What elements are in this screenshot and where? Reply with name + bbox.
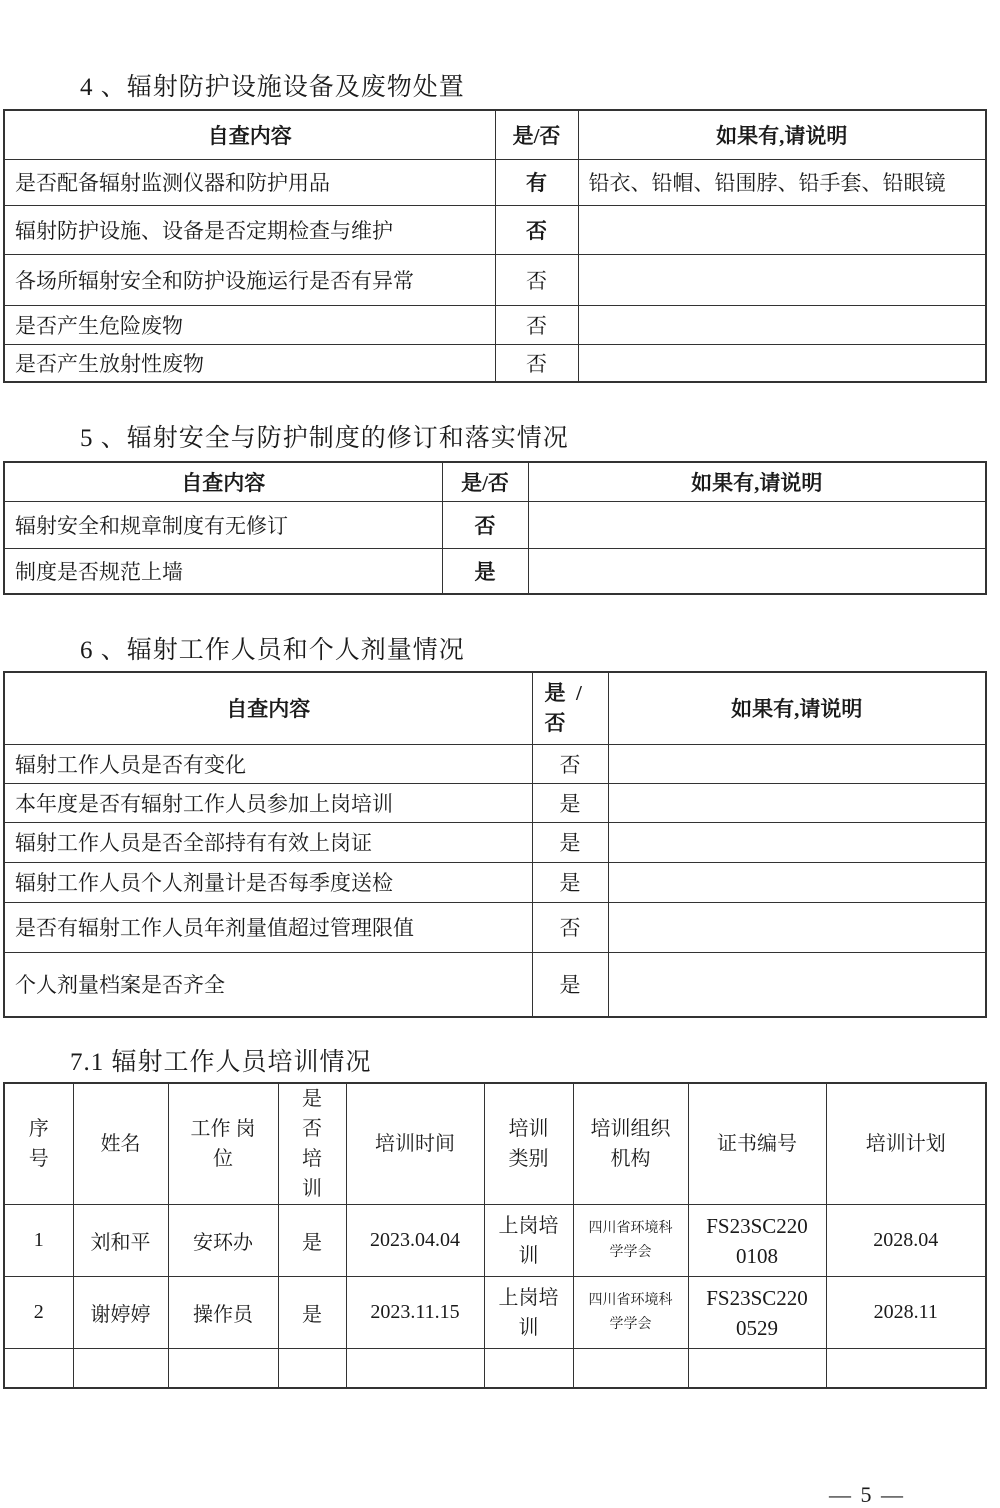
time-cell: 2023.11.15 [346, 1277, 484, 1349]
header-trained: 是否 培训 [278, 1083, 346, 1205]
section-6-title: 6 、辐射工作人员和个人剂量情况 [80, 637, 465, 664]
table-row [4, 862, 986, 902]
item-cell: 个人剂量档案是否齐全 [4, 952, 532, 1017]
note-cell [608, 783, 986, 822]
table-row [4, 1277, 986, 1349]
plan-cell: 2028.11 [826, 1277, 986, 1349]
note-cell [608, 862, 986, 902]
section-4-table [3, 109, 987, 383]
header-note: 如果有,请说明 [528, 462, 986, 501]
table-row [4, 254, 986, 305]
cert-cell [688, 1349, 826, 1388]
no-line: 否 [544, 711, 566, 736]
answer-cell: 否 [442, 501, 528, 548]
item-cell: 辐射工作人员是否全部持有有效上岗证 [4, 822, 532, 862]
table-row [4, 822, 986, 862]
header-name: 姓名 [73, 1083, 168, 1205]
answer-cell: 否 [495, 205, 578, 254]
org-cell: 四川省环境科学学会 [573, 1277, 688, 1349]
table-header-row [4, 462, 986, 501]
table-row [4, 1205, 986, 1277]
trained-cell: 是 [278, 1277, 346, 1349]
table-row [4, 159, 986, 205]
note-cell [578, 305, 986, 344]
answer-cell: 是 [532, 862, 608, 902]
table-row [4, 783, 986, 822]
item-cell: 本年度是否有辐射工作人员参加上岗培训 [4, 783, 532, 822]
answer-cell: 有 [495, 159, 578, 205]
note-cell [578, 254, 986, 305]
item-cell: 各场所辐射安全和防护设施运行是否有异常 [4, 254, 495, 305]
item-cell: 是否产生危险废物 [4, 305, 495, 344]
item-cell: 是否有辐射工作人员年剂量值超过管理限值 [4, 902, 532, 952]
item-cell: 辐射工作人员是否有变化 [4, 744, 532, 783]
answer-cell: 是 [532, 952, 608, 1017]
org-cell [573, 1349, 688, 1388]
item-cell: 是否产生放射性废物 [4, 344, 495, 382]
section-7-title: 7.1 辐射工作人员培训情况 [70, 1049, 372, 1076]
note-cell [608, 822, 986, 862]
time-cell: 2023.04.04 [346, 1205, 484, 1277]
note-cell: 铅衣、铅帽、铅围脖、铅手套、铅眼镜 [578, 159, 986, 205]
table-row [4, 548, 986, 594]
time-cell [346, 1349, 484, 1388]
item-cell: 制度是否规范上墙 [4, 548, 442, 594]
serial-cell: 2 [4, 1277, 73, 1349]
header-training-plan: 培训计划 [826, 1083, 986, 1205]
header-training-org: 培训组织 机构 [573, 1083, 688, 1205]
note-cell [608, 952, 986, 1017]
item-cell: 辐射安全和规章制度有无修订 [4, 501, 442, 548]
note-cell [608, 902, 986, 952]
table-row [4, 205, 986, 254]
type-cell: 上岗培训 [484, 1277, 573, 1349]
name-cell: 谢婷婷 [73, 1277, 168, 1349]
name-cell [73, 1349, 168, 1388]
org-cell: 四川省环境科学学会 [573, 1205, 688, 1277]
cert-cell: FS23SC2200108 [688, 1205, 826, 1277]
header-note: 如果有,请说明 [608, 672, 986, 744]
table-row [4, 501, 986, 548]
table-row [4, 305, 986, 344]
section-6-table [3, 671, 987, 1018]
answer-cell: 否 [495, 305, 578, 344]
section-5-title: 5 、辐射安全与防护制度的修订和落实情况 [80, 425, 569, 452]
header-yes-no [532, 672, 608, 744]
header-item: 自查内容 [4, 462, 442, 501]
answer-cell: 是 [532, 783, 608, 822]
yes-slash-line: 是 / [544, 681, 582, 706]
section-4-title: 4 、辐射防护设施设备及废物处置 [80, 74, 465, 101]
answer-cell: 是 [532, 822, 608, 862]
cert-cell: FS23SC2200529 [688, 1277, 826, 1349]
table-header-row [4, 110, 986, 159]
answer-cell: 否 [532, 744, 608, 783]
table-header-row [4, 672, 986, 744]
answer-cell: 是 [442, 548, 528, 594]
post-cell [168, 1349, 278, 1388]
post-cell: 操作员 [168, 1277, 278, 1349]
section-5-table [3, 461, 987, 595]
trained-cell: 是 [278, 1205, 346, 1277]
table-row [4, 744, 986, 783]
header-note: 如果有,请说明 [578, 110, 986, 159]
table-row [4, 344, 986, 382]
training-table [3, 1082, 987, 1389]
type-cell: 上岗培训 [484, 1205, 573, 1277]
plan-cell [826, 1349, 986, 1388]
note-cell [528, 548, 986, 594]
note-cell [608, 744, 986, 783]
header-serial: 序号 [4, 1083, 73, 1205]
page-number: — 5 — [829, 1481, 905, 1507]
serial-cell: 1 [4, 1205, 73, 1277]
table-header-row [4, 1083, 986, 1205]
header-yes-no: 是/否 [495, 110, 578, 159]
item-cell: 是否配备辐射监测仪器和防护用品 [4, 159, 495, 205]
table-row [4, 902, 986, 952]
header-cert-no: 证书编号 [688, 1083, 826, 1205]
header-training-type: 培训 类别 [484, 1083, 573, 1205]
post-cell: 安环办 [168, 1205, 278, 1277]
note-cell [578, 205, 986, 254]
answer-cell: 否 [495, 344, 578, 382]
header-yes-no: 是/否 [442, 462, 528, 501]
item-cell: 辐射防护设施、设备是否定期检查与维护 [4, 205, 495, 254]
note-cell [528, 501, 986, 548]
plan-cell: 2028.04 [826, 1205, 986, 1277]
header-item: 自查内容 [4, 110, 495, 159]
item-cell: 辐射工作人员个人剂量计是否每季度送检 [4, 862, 532, 902]
table-row [4, 952, 986, 1017]
table-row-empty [4, 1349, 986, 1388]
header-item: 自查内容 [4, 672, 532, 744]
type-cell [484, 1349, 573, 1388]
header-training-time: 培训时间 [346, 1083, 484, 1205]
note-cell [578, 344, 986, 382]
answer-cell: 否 [495, 254, 578, 305]
answer-cell: 否 [532, 902, 608, 952]
name-cell: 刘和平 [73, 1205, 168, 1277]
serial-cell [4, 1349, 73, 1388]
header-post: 工作 岗位 [168, 1083, 278, 1205]
trained-cell [278, 1349, 346, 1388]
